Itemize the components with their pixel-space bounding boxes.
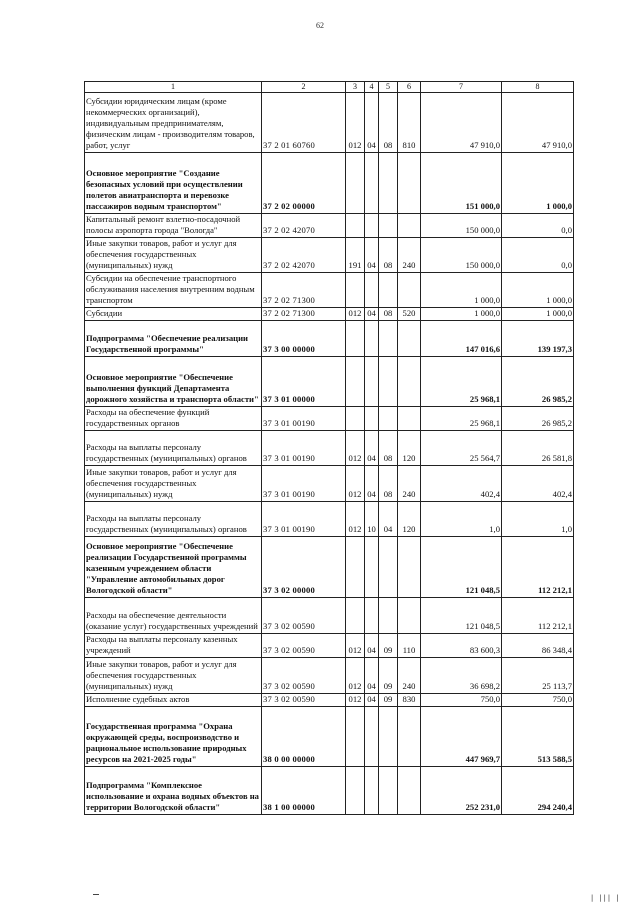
row-expense-type-cell: 520: [398, 308, 421, 321]
page-edge-mark: [93, 894, 99, 895]
header-cell: 4: [365, 82, 379, 93]
row-amount-2023-cell: 0,0: [502, 238, 574, 273]
budget-table: [84, 81, 574, 815]
row-section-cell: [365, 321, 379, 357]
row-code-cell: 37 3 02 00590: [262, 598, 346, 634]
row-name-cell: Основное мероприятие "Создание безопасных условий при осуществлении полетов авиатранспорта и перевозке пассажиров водным транспортом": [85, 153, 262, 214]
page-number: 62: [316, 21, 324, 30]
row-amount-2022-cell: 1,0: [421, 502, 502, 537]
row-expense-type-cell: 810: [398, 93, 421, 153]
row-expense-type-cell: 830: [398, 694, 421, 707]
table-header-row: [85, 82, 574, 93]
row-section-cell: 10: [365, 502, 379, 537]
row-grbs-cell: [346, 153, 365, 214]
row-expense-type-cell: [398, 407, 421, 431]
row-amount-2022-cell: 402,4: [421, 466, 502, 502]
row-subsection-cell: [379, 214, 398, 238]
row-code-cell: 37 2 02 71300: [262, 308, 346, 321]
row-amount-2023-cell: 750,0: [502, 694, 574, 707]
row-amount-2023-cell: 1 000,0: [502, 308, 574, 321]
row-amount-2022-cell: 25 968,1: [421, 357, 502, 407]
header-cell: 7: [421, 82, 502, 93]
table-row: [85, 273, 574, 308]
row-name-cell: Исполнение судебных актов: [85, 694, 262, 707]
row-code-cell: 37 3 01 00190: [262, 502, 346, 537]
row-grbs-cell: 012: [346, 466, 365, 502]
row-amount-2023-cell: 294 240,4: [502, 767, 574, 815]
row-amount-2023-cell: 112 212,1: [502, 598, 574, 634]
row-name-cell: Субсидии юридическим лицам (кроме некоммерческих организаций), индивидуальным предпринимателям, физическим лицам - производителям товаров, работ, услуг: [85, 93, 262, 153]
table-row: [85, 308, 574, 321]
table-row: [85, 357, 574, 407]
row-name-cell: Расходы на выплаты персоналу государственных (муниципальных) органов: [85, 502, 262, 537]
table-row: [85, 153, 574, 214]
row-subsection-cell: [379, 767, 398, 815]
row-name-cell: Расходы на выплаты персоналу казенных учреждений: [85, 634, 262, 658]
row-amount-2022-cell: 83 600,3: [421, 634, 502, 658]
row-subsection-cell: [379, 273, 398, 308]
row-grbs-cell: 012: [346, 502, 365, 537]
row-subsection-cell: [379, 407, 398, 431]
header-cell: 6: [398, 82, 421, 93]
table-row: [85, 598, 574, 634]
row-amount-2023-cell: 47 910,0: [502, 93, 574, 153]
row-name-cell: Иные закупки товаров, работ и услуг для обеспечения государственных (муниципальных) нужд: [85, 658, 262, 694]
row-code-cell: 37 3 01 00000: [262, 357, 346, 407]
row-subsection-cell: 08: [379, 308, 398, 321]
table-row: [85, 767, 574, 815]
row-section-cell: 04: [365, 694, 379, 707]
row-code-cell: 37 2 02 71300: [262, 273, 346, 308]
row-expense-type-cell: 110: [398, 634, 421, 658]
row-amount-2022-cell: 1 000,0: [421, 308, 502, 321]
row-amount-2023-cell: 1 000,0: [502, 273, 574, 308]
row-code-cell: 37 3 02 00590: [262, 658, 346, 694]
row-amount-2023-cell: 513 588,5: [502, 707, 574, 767]
row-code-cell: 37 2 01 60760: [262, 93, 346, 153]
table-row: [85, 431, 574, 466]
row-grbs-cell: 191: [346, 238, 365, 273]
row-section-cell: [365, 214, 379, 238]
row-expense-type-cell: [398, 357, 421, 407]
row-amount-2022-cell: 147 016,6: [421, 321, 502, 357]
row-name-cell: Расходы на обеспечение деятельности (оказание услуг) государственных учреждений: [85, 598, 262, 634]
row-expense-type-cell: [398, 273, 421, 308]
table-row: [85, 634, 574, 658]
row-section-cell: 04: [365, 308, 379, 321]
row-subsection-cell: 04: [379, 502, 398, 537]
row-section-cell: [365, 598, 379, 634]
row-amount-2022-cell: 252 231,0: [421, 767, 502, 815]
row-amount-2023-cell: 402,4: [502, 466, 574, 502]
row-amount-2022-cell: 1 000,0: [421, 273, 502, 308]
row-amount-2023-cell: 1 000,0: [502, 153, 574, 214]
table-row: [85, 93, 574, 153]
table-row: [85, 658, 574, 694]
row-amount-2023-cell: 1,0: [502, 502, 574, 537]
row-code-cell: 37 3 02 00590: [262, 634, 346, 658]
row-grbs-cell: [346, 598, 365, 634]
row-expense-type-cell: 120: [398, 502, 421, 537]
row-section-cell: 04: [365, 658, 379, 694]
row-subsection-cell: 08: [379, 466, 398, 502]
row-code-cell: 37 2 02 00000: [262, 153, 346, 214]
row-grbs-cell: 012: [346, 634, 365, 658]
row-code-cell: 37 3 02 00000: [262, 537, 346, 598]
header-cell: 1: [85, 82, 262, 93]
row-grbs-cell: [346, 767, 365, 815]
table-row: [85, 214, 574, 238]
row-grbs-cell: 012: [346, 694, 365, 707]
row-section-cell: [365, 707, 379, 767]
row-name-cell: Основное мероприятие "Обеспечение реализации Государственной программы казенным учреждением области "Управление автомобильных дорог Вологодской области": [85, 537, 262, 598]
row-name-cell: Иные закупки товаров, работ и услуг для обеспечения государственных (муниципальных) нужд: [85, 466, 262, 502]
row-name-cell: Субсидии на обеспечение транспортного обслуживания населения внутренним водным транспортом: [85, 273, 262, 308]
row-expense-type-cell: [398, 707, 421, 767]
row-section-cell: 04: [365, 466, 379, 502]
table-row: [85, 707, 574, 767]
row-expense-type-cell: [398, 767, 421, 815]
row-code-cell: 38 1 00 00000: [262, 767, 346, 815]
row-name-cell: Расходы на выплаты персоналу государственных (муниципальных) органов: [85, 431, 262, 466]
row-code-cell: 37 3 01 00190: [262, 466, 346, 502]
row-amount-2023-cell: 139 197,3: [502, 321, 574, 357]
row-subsection-cell: 08: [379, 93, 398, 153]
row-subsection-cell: [379, 153, 398, 214]
row-name-cell: Иные закупки товаров, работ и услуг для обеспечения государственных (муниципальных) нужд: [85, 238, 262, 273]
row-code-cell: 38 0 00 00000: [262, 707, 346, 767]
table-row: [85, 694, 574, 707]
row-amount-2023-cell: 0,0: [502, 214, 574, 238]
row-grbs-cell: 012: [346, 431, 365, 466]
header-cell: 8: [502, 82, 574, 93]
row-name-cell: Государственная программа "Охрана окружающей среды, воспроизводство и рациональное использование природных ресурсов на 2021-2025 годы": [85, 707, 262, 767]
row-section-cell: 04: [365, 238, 379, 273]
table-row: [85, 407, 574, 431]
row-name-cell: Капитальный ремонт взлетно-посадочной полосы аэропорта города "Вологда": [85, 214, 262, 238]
row-amount-2023-cell: 25 113,7: [502, 658, 574, 694]
table-row: [85, 502, 574, 537]
row-subsection-cell: 09: [379, 694, 398, 707]
row-amount-2023-cell: 112 212,1: [502, 537, 574, 598]
row-subsection-cell: 09: [379, 634, 398, 658]
table-row: [85, 238, 574, 273]
row-amount-2022-cell: 151 000,0: [421, 153, 502, 214]
row-expense-type-cell: [398, 214, 421, 238]
row-subsection-cell: 08: [379, 238, 398, 273]
row-section-cell: [365, 407, 379, 431]
row-grbs-cell: [346, 707, 365, 767]
row-code-cell: 37 3 02 00590: [262, 694, 346, 707]
row-subsection-cell: [379, 707, 398, 767]
row-amount-2023-cell: 26 581,8: [502, 431, 574, 466]
row-amount-2022-cell: 25 968,1: [421, 407, 502, 431]
row-name-cell: Субсидии: [85, 308, 262, 321]
row-amount-2023-cell: 86 348,4: [502, 634, 574, 658]
row-amount-2023-cell: 26 985,2: [502, 407, 574, 431]
footer-mark: | ||| |: [590, 894, 620, 902]
row-amount-2022-cell: 750,0: [421, 694, 502, 707]
row-subsection-cell: [379, 321, 398, 357]
row-amount-2022-cell: 36 698,2: [421, 658, 502, 694]
row-amount-2022-cell: 121 048,5: [421, 598, 502, 634]
row-name-cell: Основное мероприятие "Обеспечение выполнения функций Департамента дорожного хозяйства и транспорта области": [85, 357, 262, 407]
row-expense-type-cell: 240: [398, 466, 421, 502]
row-section-cell: 04: [365, 634, 379, 658]
row-name-cell: Расходы на обеспечение функций государственных органов: [85, 407, 262, 431]
row-expense-type-cell: [398, 598, 421, 634]
row-code-cell: 37 2 02 42070: [262, 238, 346, 273]
row-name-cell: Подпрограмма "Комплексное использование и охрана водных объектов на территории Вологодской области": [85, 767, 262, 815]
row-grbs-cell: [346, 321, 365, 357]
row-code-cell: 37 3 01 00190: [262, 407, 346, 431]
row-expense-type-cell: [398, 321, 421, 357]
row-subsection-cell: [379, 357, 398, 407]
row-grbs-cell: 012: [346, 658, 365, 694]
row-name-cell: Подпрограмма "Обеспечение реализации Государственной программы": [85, 321, 262, 357]
row-section-cell: [365, 767, 379, 815]
row-expense-type-cell: 120: [398, 431, 421, 466]
row-expense-type-cell: [398, 153, 421, 214]
header-cell: 5: [379, 82, 398, 93]
table-row: [85, 321, 574, 357]
row-amount-2022-cell: 150 000,0: [421, 238, 502, 273]
row-section-cell: [365, 357, 379, 407]
row-subsection-cell: [379, 598, 398, 634]
row-grbs-cell: [346, 357, 365, 407]
row-section-cell: 04: [365, 431, 379, 466]
row-section-cell: [365, 537, 379, 598]
row-grbs-cell: [346, 273, 365, 308]
row-grbs-cell: [346, 537, 365, 598]
row-expense-type-cell: 240: [398, 658, 421, 694]
row-grbs-cell: 012: [346, 308, 365, 321]
row-grbs-cell: [346, 214, 365, 238]
row-code-cell: 37 2 02 42070: [262, 214, 346, 238]
row-expense-type-cell: 240: [398, 238, 421, 273]
row-section-cell: [365, 273, 379, 308]
row-code-cell: 37 3 01 00190: [262, 431, 346, 466]
row-amount-2022-cell: 447 969,7: [421, 707, 502, 767]
row-amount-2022-cell: 25 564,7: [421, 431, 502, 466]
row-grbs-cell: 012: [346, 93, 365, 153]
row-amount-2022-cell: 150 000,0: [421, 214, 502, 238]
table-row: [85, 537, 574, 598]
row-amount-2022-cell: 47 910,0: [421, 93, 502, 153]
table-row: [85, 466, 574, 502]
row-subsection-cell: 09: [379, 658, 398, 694]
row-amount-2023-cell: 26 985,2: [502, 357, 574, 407]
header-cell: 2: [262, 82, 346, 93]
row-code-cell: 37 3 00 00000: [262, 321, 346, 357]
row-section-cell: 04: [365, 93, 379, 153]
row-subsection-cell: [379, 537, 398, 598]
row-subsection-cell: 08: [379, 431, 398, 466]
row-section-cell: [365, 153, 379, 214]
row-expense-type-cell: [398, 537, 421, 598]
row-amount-2022-cell: 121 048,5: [421, 537, 502, 598]
row-grbs-cell: [346, 407, 365, 431]
header-cell: 3: [346, 82, 365, 93]
